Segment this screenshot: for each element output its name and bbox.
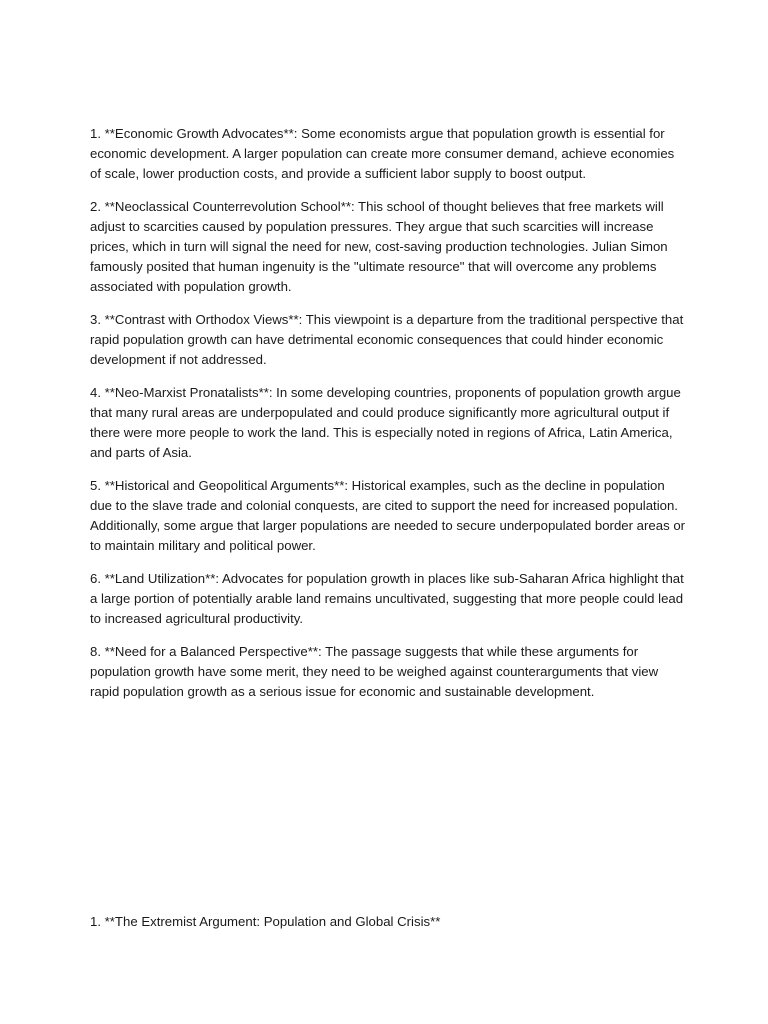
paragraph-historical-geopolitical: 5. **Historical and Geopolitical Arguments**: Historical examples, such as the decline in population due to the slave trade and colonial conquests, are cited to support the need for increased population. Additionally, some argue that larger populations are needed to secure underpopulated border areas or to maintain military and political power.	[90, 477, 686, 554]
paragraph-land-utilization: 6. **Land Utilization**: Advocates for population growth in places like sub-Saharan Africa highlight that a large portion of potentially arable land remains uncultivated, suggesting that more people could lead to increased agricultural productivity.	[90, 570, 684, 626]
paragraph-neo-marxist-pronatalists: 4. **Neo-Marxist Pronatalists**: In some developing countries, proponents of population growth argue that many rural areas are underpopulated and could produce significantly more agricultural output if there were more people to work the land. This is especially noted in regions of Africa, Latin America, and parts of Asia.	[90, 384, 681, 461]
paragraph-contrast-orthodox-views: 3. **Contrast with Orthodox Views**: This viewpoint is a departure from the traditional perspective that rapid population growth can have detrimental economic consequences that could hinder economic development if not addressed.	[90, 311, 684, 368]
paragraph-economic-growth-advocates: 1. **Economic Growth Advocates**: Some economists argue that population growth is essential for economic development. A larger population can create more consumer demand, achieve economies of scale, lower production costs, and provide a sufficient labor supply to boost output.	[90, 126, 675, 182]
paragraph-neoclassical-counterrevolution: 2. **Neoclassical Counterrevolution School**: This school of thought believes that free markets will adjust to scarcities caused by population pressures. They argue that such scarcities will increase prices, which in turn will signal the need for new, cost-saving production technologies. Julian Simon famously posited that human ingenuity is the "ultimate resource" that will overcome any problems associated with population growth.	[90, 198, 668, 295]
paragraph-balanced-perspective: 8. **Need for a Balanced Perspective**: The passage suggests that while these arguments for population growth have some merit, they need to be weighed against counterarguments that view rapid population growth as a serious issue for economic and sustainable development.	[90, 643, 659, 699]
document-body	[90, 124, 686, 715]
section-heading-extremist-argument: 1. **The Extremist Argument: Population and Global Crisis**	[90, 914, 441, 929]
